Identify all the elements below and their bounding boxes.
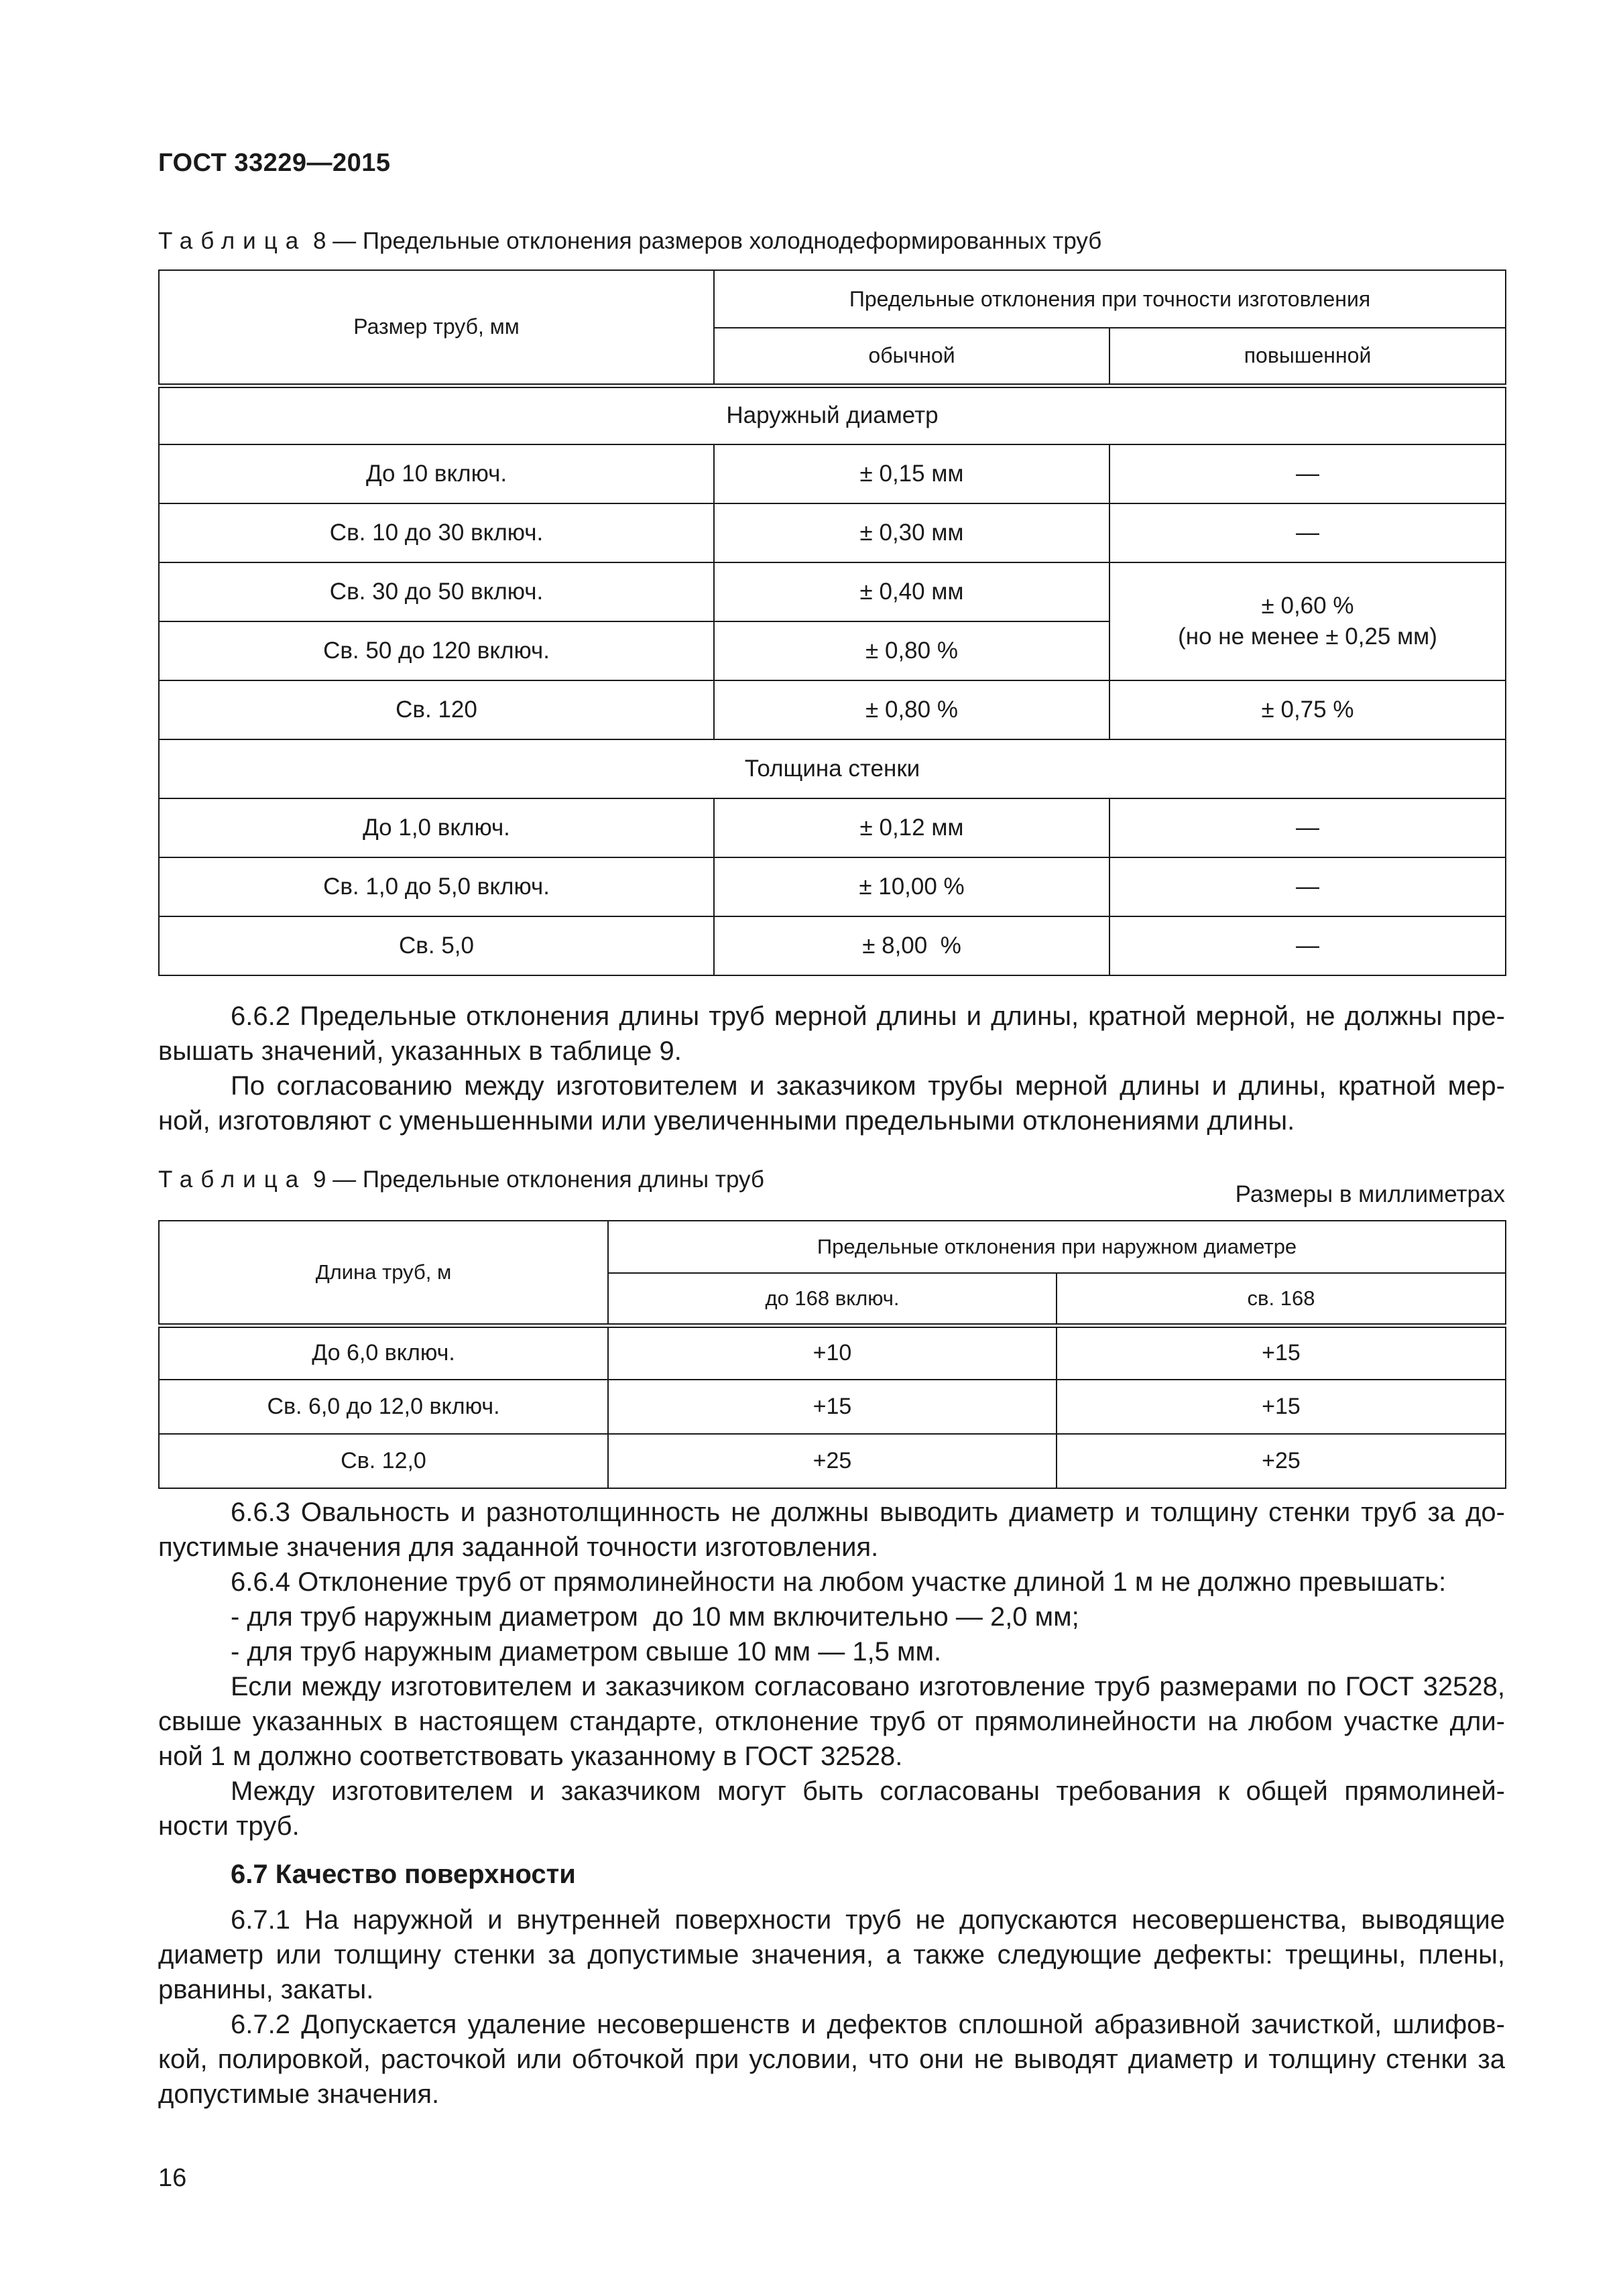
text-line: - для труб наружным диаметром свыше 10 мм — 1,5 мм. bbox=[231, 1637, 942, 1667]
table9 bbox=[158, 1220, 1506, 1489]
table8-section-wall: Толщина стенки bbox=[159, 739, 1506, 798]
table8-col-group: Предельные отклонения при точности изготовления bbox=[714, 270, 1506, 328]
table8-merged-high-cell bbox=[1109, 562, 1506, 680]
table-cell: ± 0,80 % bbox=[714, 680, 1109, 739]
merged-cell-line: ± 0,60 % bbox=[1261, 593, 1354, 619]
text-line: 6.7.1 На наружной и внутренней поверхности труб не допускаются несовершенства, выводящие bbox=[231, 1905, 1505, 1935]
paragraph-6-6-3-6-6-4 bbox=[158, 1495, 1505, 1844]
text-line: ной 1 м должно соответствовать указанному в ГОСТ 32528. bbox=[158, 1742, 903, 1771]
table-row bbox=[159, 680, 1506, 739]
table8-section-row bbox=[159, 739, 1506, 798]
table-cell: ± 0,12 мм bbox=[714, 798, 1109, 857]
table-cell: +15 bbox=[608, 1380, 1057, 1434]
table8-col-high: повышенной bbox=[1109, 328, 1506, 385]
table-row bbox=[159, 562, 1506, 621]
table-cell: +15 bbox=[1057, 1325, 1506, 1380]
section-heading: 6.7 Качество поверхности bbox=[231, 1860, 576, 1889]
table9-caption-prefix: Таблица bbox=[158, 1166, 307, 1193]
table8-col-normal: обычной bbox=[714, 328, 1109, 385]
table-cell: — bbox=[1109, 916, 1506, 975]
table-cell: До 1,0 включ. bbox=[159, 798, 714, 857]
table9-col-group: Предельные отклонения при наружном диаметре bbox=[608, 1221, 1506, 1273]
table-cell: — bbox=[1109, 503, 1506, 562]
text-line: вышать значений, указанных в таблице 9. bbox=[158, 1036, 682, 1066]
text-line: По согласованию между изготовителем и заказчиком трубы мерной длины и длины, кратной мер- bbox=[231, 1071, 1505, 1101]
table8-header-row bbox=[159, 270, 1506, 328]
table-row bbox=[159, 916, 1506, 975]
table8-caption-text: 8 — Предельные отклонения размеров холоднодеформированных труб bbox=[306, 228, 1102, 254]
table9-col-upto: до 168 включ. bbox=[608, 1273, 1057, 1325]
table8-section-outer: Наружный диаметр bbox=[159, 385, 1506, 444]
page-number: 16 bbox=[158, 2164, 187, 2192]
table-row bbox=[159, 1380, 1506, 1434]
table-cell: Св. 10 до 30 включ. bbox=[159, 503, 714, 562]
text-line: 6.6.4 Отклонение труб от прямолинейности на любом участке длиной 1 м не должно превышать: bbox=[231, 1567, 1447, 1597]
table-cell: ± 8,00 % bbox=[714, 916, 1109, 975]
table9-caption-text: 9 — Предельные отклонения длины труб bbox=[306, 1166, 764, 1193]
table-row bbox=[159, 857, 1506, 916]
table-cell: Св. 120 bbox=[159, 680, 714, 739]
table-cell: +15 bbox=[1057, 1380, 1506, 1434]
table-cell: ± 0,30 мм bbox=[714, 503, 1109, 562]
table-row bbox=[159, 503, 1506, 562]
document-header: ГОСТ 33229—2015 bbox=[158, 149, 391, 177]
text-line: 6.7.2 Допускается удаление несовершенств и дефектов сплошной абразивной зачисткой, шлифов- bbox=[231, 2010, 1505, 2039]
table-cell: Св. 50 до 120 включ. bbox=[159, 621, 714, 680]
text-line: диаметр или толщину стенки за допустимые значения, а также следующие дефекты: трещины, плены, bbox=[158, 1940, 1505, 1970]
table-row bbox=[159, 1325, 1506, 1380]
table-cell: Св. 30 до 50 включ. bbox=[159, 562, 714, 621]
table-cell: +25 bbox=[608, 1434, 1057, 1488]
table-cell: +25 bbox=[1057, 1434, 1506, 1488]
table-cell: Св. 1,0 до 5,0 включ. bbox=[159, 857, 714, 916]
table-cell: Св. 5,0 bbox=[159, 916, 714, 975]
table8-caption-prefix: Таблица bbox=[158, 228, 307, 254]
table-cell: До 10 включ. bbox=[159, 444, 714, 503]
table9-col-over: св. 168 bbox=[1057, 1273, 1506, 1325]
table9-col-length: Длина труб, м bbox=[159, 1221, 608, 1325]
table-cell: ± 0,40 мм bbox=[714, 562, 1109, 621]
table-cell: ± 0,75 % bbox=[1109, 680, 1506, 739]
text-line: пустимые значения для заданной точности изготовления. bbox=[158, 1532, 879, 1562]
text-line: ной, изготовляют с уменьшенными или увеличенными предельными отклонениями длины. bbox=[158, 1106, 1295, 1136]
text-line: допустимые значения. bbox=[158, 2079, 440, 2109]
section-6-7 bbox=[158, 1857, 1505, 2112]
table-cell: ± 0,15 мм bbox=[714, 444, 1109, 503]
table8-caption bbox=[158, 228, 1101, 255]
table8 bbox=[158, 269, 1506, 976]
text-line: 6.6.3 Овальность и разнотолщинность не должны выводить диаметр и толщину стенки труб за до- bbox=[231, 1498, 1505, 1527]
table8-col-size: Размер труб, мм bbox=[159, 270, 714, 385]
table9-units: Размеры в миллиметрах bbox=[1235, 1181, 1505, 1207]
table9-caption bbox=[158, 1166, 764, 1193]
table-cell: До 6,0 включ. bbox=[159, 1325, 608, 1380]
table-row bbox=[159, 444, 1506, 503]
text-line: ности труб. bbox=[158, 1811, 300, 1841]
table-row bbox=[159, 798, 1506, 857]
table8-section-row bbox=[159, 385, 1506, 444]
text-line: рванины, закаты. bbox=[158, 1975, 374, 2004]
text-line: свыше указанных в настоящем стандарте, отклонение труб от прямолинейности на любом участке дли- bbox=[158, 1707, 1505, 1736]
table-cell: — bbox=[1109, 857, 1506, 916]
text-line: Между изготовителем и заказчиком могут быть согласованы требования к общей прямолиней- bbox=[231, 1776, 1505, 1806]
table-cell: ± 10,00 % bbox=[714, 857, 1109, 916]
table-cell: — bbox=[1109, 798, 1506, 857]
text-line: Если между изготовителем и заказчиком согласовано изготовление труб размерами по ГОСТ 32528, bbox=[231, 1672, 1505, 1701]
text-line: - для труб наружным диаметром до 10 мм включительно — 2,0 мм; bbox=[231, 1602, 1079, 1632]
table-cell: Св. 6,0 до 12,0 включ. bbox=[159, 1380, 608, 1434]
table-cell: Св. 12,0 bbox=[159, 1434, 608, 1488]
table-cell: ± 0,80 % bbox=[714, 621, 1109, 680]
table-cell: — bbox=[1109, 444, 1506, 503]
merged-cell-line: (но не менее ± 0,25 мм) bbox=[1178, 623, 1437, 650]
table-cell: +10 bbox=[608, 1325, 1057, 1380]
text-line: 6.6.2 Предельные отклонения длины труб мерной длины и длины, кратной мерной, не должны пре- bbox=[231, 1002, 1505, 1031]
table9-header-row bbox=[159, 1221, 1506, 1273]
paragraph-6-6-2 bbox=[158, 999, 1505, 1138]
table-row bbox=[159, 1434, 1506, 1488]
text-line: кой, полировкой, расточкой или обточкой при условии, что они не выводят диаметр и толщину стенки за bbox=[158, 2045, 1505, 2074]
